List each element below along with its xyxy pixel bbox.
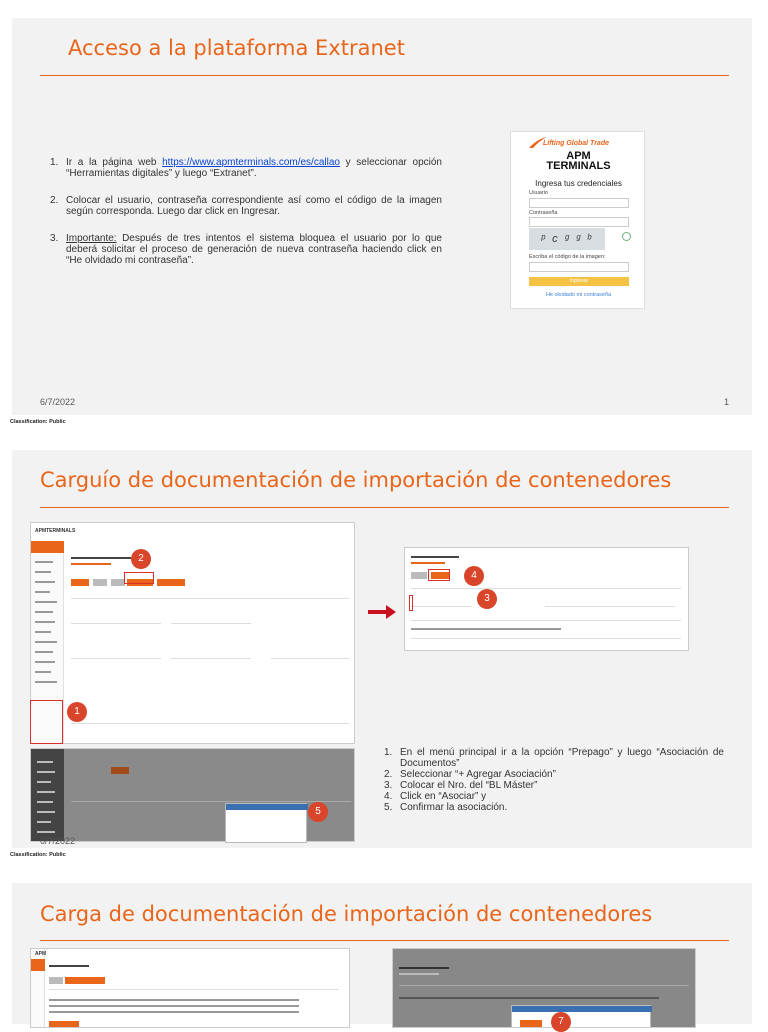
- slide-2-step-1: [384, 747, 724, 769]
- step-text: Colocar el Nro. del “BL Máster”: [400, 780, 538, 791]
- login-submit-button[interactable]: Ingresar: [529, 277, 629, 286]
- arrow-right-icon: [368, 605, 396, 619]
- slide-2-steps: [384, 747, 724, 813]
- highlight-asociar: [428, 569, 450, 581]
- step-number: 3.: [384, 780, 393, 791]
- forgot-password-link[interactable]: He olvidado mi contraseña: [545, 292, 612, 298]
- password-label: Contraseña: [529, 210, 558, 216]
- slide-2-step-4: [384, 791, 724, 802]
- carga-screenshot-1: [30, 948, 350, 1028]
- slide-3-title-rule: [40, 940, 729, 941]
- step-text: En el menú principal ir a la opción “Prepago” y luego “Asociación de Documentos”: [400, 747, 724, 769]
- password-field[interactable]: [529, 217, 629, 227]
- highlight-prepago-menu: [30, 700, 63, 744]
- captcha-field[interactable]: [529, 262, 629, 272]
- highlight-bl-master: [409, 595, 413, 611]
- slide-1-steps: [50, 157, 442, 282]
- slide-2-step-3: [384, 780, 724, 791]
- brand-line-2: TERMINALS: [546, 160, 611, 172]
- step-badge-2: 2: [131, 549, 151, 569]
- slide-1-step-2: [50, 195, 442, 217]
- slide-3-title: Carga de documentación de importación de contenedores: [40, 902, 653, 926]
- login-heading: Ingresa tus credenciales: [535, 179, 622, 188]
- step-badge-1: 1: [67, 702, 87, 722]
- slide-1-title: Acceso a la plataforma Extranet: [68, 36, 405, 60]
- confirm-modal: [225, 803, 307, 843]
- login-screenshot: [510, 131, 645, 309]
- step-text: Confirmar la asociación.: [400, 802, 508, 813]
- slide-1-step-1: [50, 157, 442, 179]
- step-text: Colocar el usuario, contraseña correspondiente así como el código de la imagen según corresponda. Luego dar click en Ingresar.: [66, 195, 442, 217]
- slide-2-step-5: [384, 802, 724, 813]
- highlight-add-association: [124, 572, 154, 584]
- step-number: 3.: [50, 233, 59, 244]
- step-number: 2.: [50, 195, 59, 206]
- slide-2-step-2: [384, 769, 724, 780]
- step-text: Seleccionar “+ Agregar Asociación”: [400, 769, 556, 780]
- slide-1-page-number: 1: [724, 397, 730, 407]
- slide-1-title-rule: [40, 75, 729, 76]
- user-label: Usuario: [529, 190, 548, 196]
- step-badge-7: 7: [551, 1012, 571, 1032]
- step-number: 4.: [384, 791, 393, 802]
- slide-1-date: 6/7/2022: [40, 397, 76, 407]
- step-number: 5.: [384, 802, 393, 813]
- step-number: 2.: [384, 769, 393, 780]
- step-badge-4: 4: [464, 566, 484, 586]
- brand-line-1: APM: [566, 150, 591, 162]
- slide-2-date: 6/7/2022: [40, 836, 76, 844]
- classification-label: Classification: Public: [10, 419, 66, 425]
- apm-callao-link[interactable]: https://www.apmterminals.com/es/callao: [162, 157, 340, 168]
- brand-logo: [511, 151, 646, 171]
- step-number: 1.: [50, 157, 59, 168]
- slide-2-title: Carguío de documentación de importación de contenedores: [40, 468, 672, 492]
- user-field[interactable]: [529, 198, 629, 208]
- refresh-captcha-icon[interactable]: [622, 232, 631, 241]
- apm-logo: APM: [35, 951, 47, 957]
- slide-1-step-3: [50, 233, 442, 266]
- step-text: Ir a la página web: [66, 157, 163, 168]
- step-text: Click en “Asociar” y: [400, 791, 487, 802]
- step-text: Después de tres intentos el sistema bloquea el usuario por lo que deberá solicitar el proceso de generación de nueva contraseña haciendo click en “He olvidado mi contraseña”.: [66, 233, 442, 266]
- carga-screenshot-2: [392, 948, 696, 1028]
- brand-tagline: Lifting Global Trade: [543, 140, 609, 147]
- captcha-label: Escriba el código de la imagen:: [529, 254, 606, 260]
- step-badge-5: 5: [308, 802, 328, 822]
- step-badge-3: 3: [477, 589, 497, 609]
- classification-label: Classification: Public: [10, 852, 66, 858]
- apm-logo: APMTERMINALS: [35, 528, 76, 534]
- slide-2-title-rule: [40, 507, 729, 508]
- important-label: Importante:: [66, 233, 117, 244]
- asociacion-screenshot: [404, 547, 689, 651]
- step-text: y seleccionar opción “Herramientas digitales” y luego “Extranet”.: [66, 157, 442, 179]
- step-number: 1.: [384, 747, 393, 758]
- captcha-image: ᵖ c ᵍ ᵍ ᵇ: [529, 228, 605, 250]
